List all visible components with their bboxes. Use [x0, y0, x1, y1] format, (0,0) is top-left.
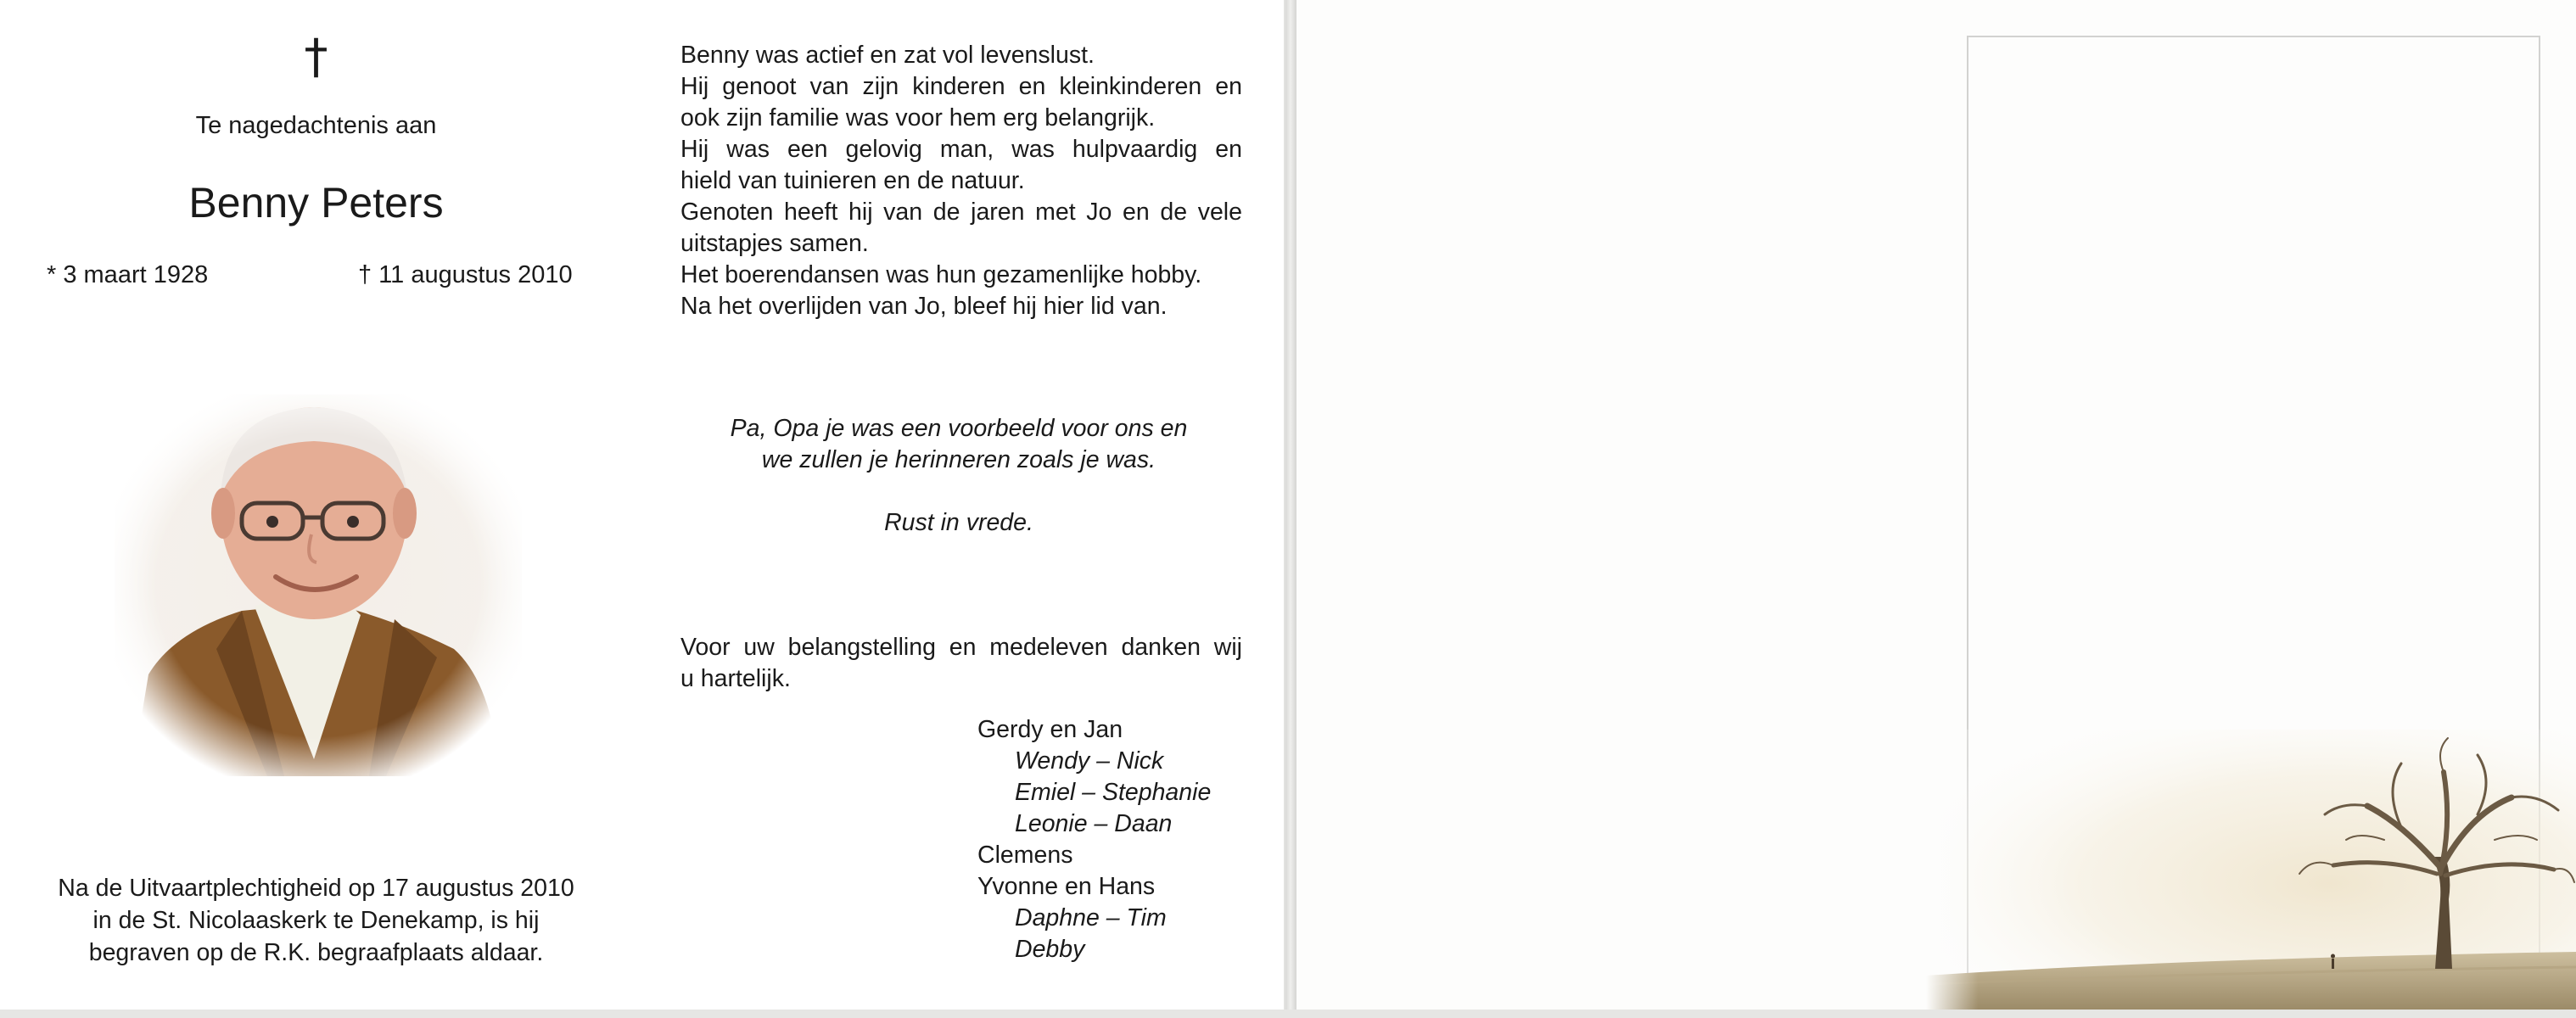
thanks-line: Voor uw belangstelling en medeleven danken wij — [680, 634, 1242, 661]
burial-text — [0, 872, 632, 969]
burial-line: in de St. Nicolaaskerk te Denekamp, is hij — [92, 907, 540, 934]
memorial-quote — [679, 413, 1239, 476]
family-member: Yvonne en Hans — [977, 873, 1156, 900]
family-member: Debby — [1015, 936, 1085, 963]
tree-landscape-image — [1926, 730, 2576, 1010]
quote-line: Pa, Opa je was een voorbeeld voor ons en — [730, 415, 1188, 442]
card-fold — [1285, 0, 1296, 1018]
thanks-line: u hartelijk. — [680, 665, 791, 692]
cross-icon: † — [304, 30, 328, 85]
bio-line: Hij was een gelovig man, was hulpvaardig en — [680, 136, 1242, 163]
bio-line: Hij genoot van zijn kinderen en kleinkinderen en — [680, 73, 1242, 100]
bio-line: Na het overlijden van Jo, bleef hij hier lid van. — [680, 293, 1168, 320]
burial-line: Na de Uitvaartplechtigheid op 17 augustus 2010 — [58, 875, 574, 902]
portrait-photo — [115, 394, 522, 776]
family-member: Wendy – Nick — [1015, 747, 1164, 775]
family-member: Daphne – Tim — [1015, 904, 1167, 931]
rest-in-peace: Rust in vrede. — [884, 509, 1033, 536]
bio-line: hield van tuinieren en de natuur. — [680, 167, 1025, 194]
biography-paragraph — [680, 40, 1242, 322]
death-date: † 11 augustus 2010 — [358, 261, 573, 288]
birth-date: * 3 maart 1928 — [47, 261, 209, 288]
family-list — [977, 714, 1211, 965]
family-member: Clemens — [977, 842, 1073, 869]
bio-line: Het boerendansen was hun gezamenlijke hobby. — [680, 261, 1202, 288]
bio-line: Benny was actief en zat vol levenslust. — [680, 42, 1095, 69]
burial-line: begraven op de R.K. begraafplaats aldaar. — [88, 939, 544, 966]
family-member: Gerdy en Jan — [977, 716, 1123, 743]
family-member: Emiel – Stephanie — [1015, 779, 1212, 806]
bio-line: uitstapjes samen. — [680, 230, 869, 257]
thanks-paragraph — [680, 632, 1242, 695]
bio-line: ook zijn familie was voor hem erg belangrijk. — [680, 104, 1156, 131]
card-bottom-edge — [0, 1010, 2576, 1018]
family-member: Leonie – Daan — [1015, 810, 1173, 837]
bio-line: Genoten heeft hij van de jaren met Jo en de vele — [680, 199, 1242, 226]
deceased-name: Benny Peters — [188, 179, 444, 227]
quote-line: we zullen je herinneren zoals je was. — [761, 446, 1156, 473]
intro-text: Te nagedachtenis aan — [195, 112, 437, 139]
